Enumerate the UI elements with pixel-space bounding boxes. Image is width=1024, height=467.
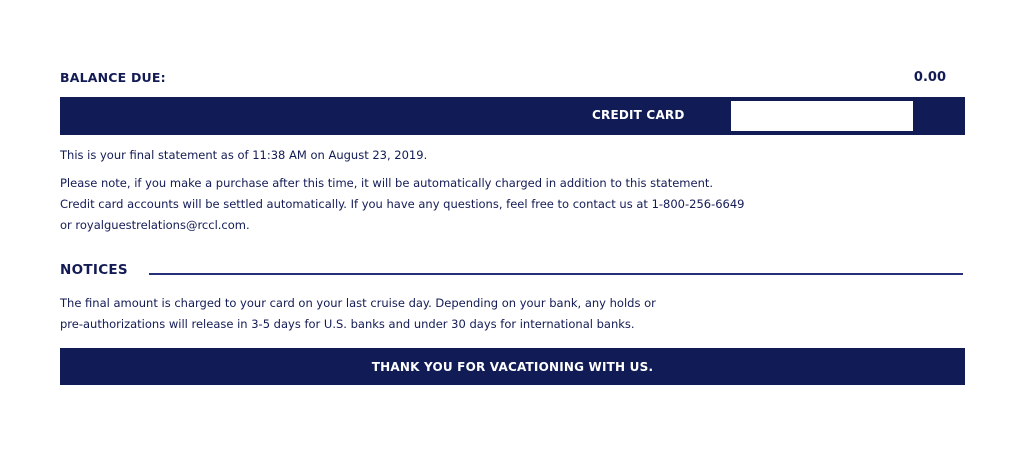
credit-card-label: CREDIT CARD [592,108,685,122]
statement-note-line: Please note, if you make a purchase after this time, it will be automatically charged in addition to this statement. [60,176,714,190]
notices-line: pre-authorizations will release in 3-5 days for U.S. banks and under 30 days for international banks. [60,317,635,331]
credit-card-value-box [731,101,913,131]
balance-due-row [60,68,946,88]
balance-due-amount: 0.00 [913,70,946,85]
notices-heading: NOTICES [60,262,128,278]
notices-divider [149,273,963,275]
statement-note [60,173,745,236]
payment-method-bar [60,97,965,135]
notices-line: The final amount is charged to your card on your last cruise day. Depending on your bank, any holds or [60,296,656,310]
notices-text [60,293,656,335]
thank-you-banner [60,348,965,385]
thank-you-message: THANK YOU FOR VACATIONING WITH US. [371,359,654,374]
balance-due-label: BALANCE DUE: [60,70,166,85]
statement-note-line: Credit card accounts will be settled automatically. If you have any questions, feel free to contact us at 1-800-256-6649 [60,197,745,211]
final-statement-text: This is your final statement as of 11:38 AM on August 23, 2019. [60,148,428,162]
statement-note-line: or royalguestrelations@rccl.com. [60,218,250,232]
